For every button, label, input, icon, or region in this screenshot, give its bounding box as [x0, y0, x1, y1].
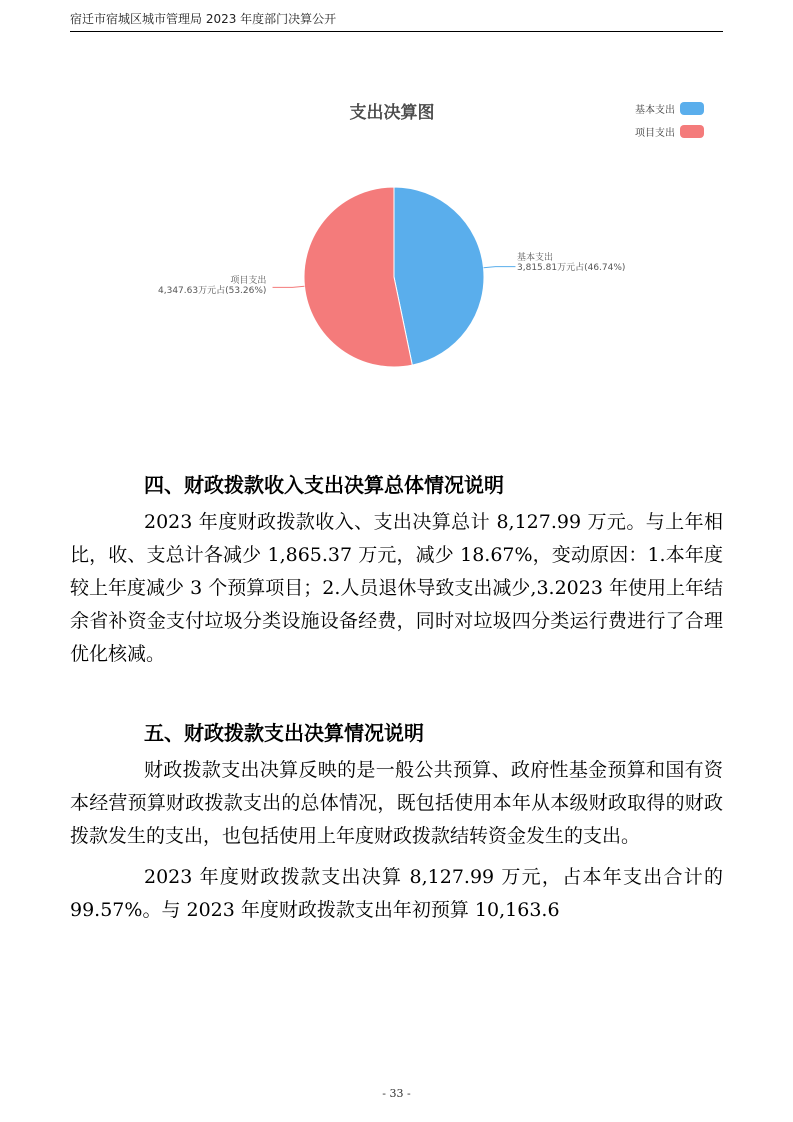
page-number: - 33 -	[382, 1087, 411, 1100]
page-header: 宿迁市宿城区城市管理局 2023 年度部门决算公开	[70, 11, 723, 32]
section-five-paragraph-2: 2023 年度财政拨款支出决算 8,127.99 万元，占本年支出合计的 99.57%。与 2023 年度财政拨款支出年初预算 10,163.6	[70, 866, 723, 921]
legend-label-project: 项目支出	[635, 128, 675, 139]
slice-label-basic-name: 基本支出	[517, 253, 554, 263]
section-five	[70, 718, 723, 927]
pie-chart-canvas	[70, 88, 723, 388]
chart-title: 支出决算图	[349, 103, 435, 123]
section-four	[70, 470, 723, 671]
slice-label-project-name: 项目支出	[230, 276, 267, 286]
legend-swatch-basic	[680, 102, 704, 115]
leader-line-basic	[484, 267, 516, 268]
section-five-heading: 五、财政拨款支出决算情况说明	[144, 721, 424, 745]
slice-label-project	[158, 276, 266, 296]
pie-slice-basic	[394, 187, 484, 365]
slice-label-basic-value: 3,815.81万元占(46.74%)	[517, 263, 626, 273]
legend-item-basic	[635, 101, 704, 116]
section-four-paragraph-1: 2023 年度财政拨款收入、支出决算总计 8,127.99 万元。与上年相比，收、支总计各减少 1,865.37 万元，减少 18.67%，变动原因：1.本年度较上年度减少 3 个预算项目；2.人员退休导致支出减少,3.2023 年使用上年结余省补资金支付垃圾分类设施设备经费，同时对垃圾四分类运行费进行了合理优化核减。	[70, 511, 723, 665]
expenditure-pie-chart	[70, 88, 723, 388]
section-four-heading: 四、财政拨款收入支出决算总体情况说明	[144, 473, 504, 497]
slice-label-basic	[517, 253, 625, 273]
legend-swatch-project	[680, 125, 704, 138]
legend-label-basic: 基本支出	[635, 105, 675, 116]
slice-label-project-value: 4,347.63万元占(53.26%)	[158, 286, 267, 296]
leader-line-project	[273, 286, 305, 287]
legend-item-project	[635, 124, 704, 139]
section-five-paragraph-1: 财政拨款支出决算反映的是一般公共预算、政府性基金预算和国有资本经营预算财政拨款支出的总体情况，既包括使用本年从本级财政取得的财政拨款发生的支出，也包括使用上年度财政拨款结转资金发生的支出。	[70, 759, 723, 847]
